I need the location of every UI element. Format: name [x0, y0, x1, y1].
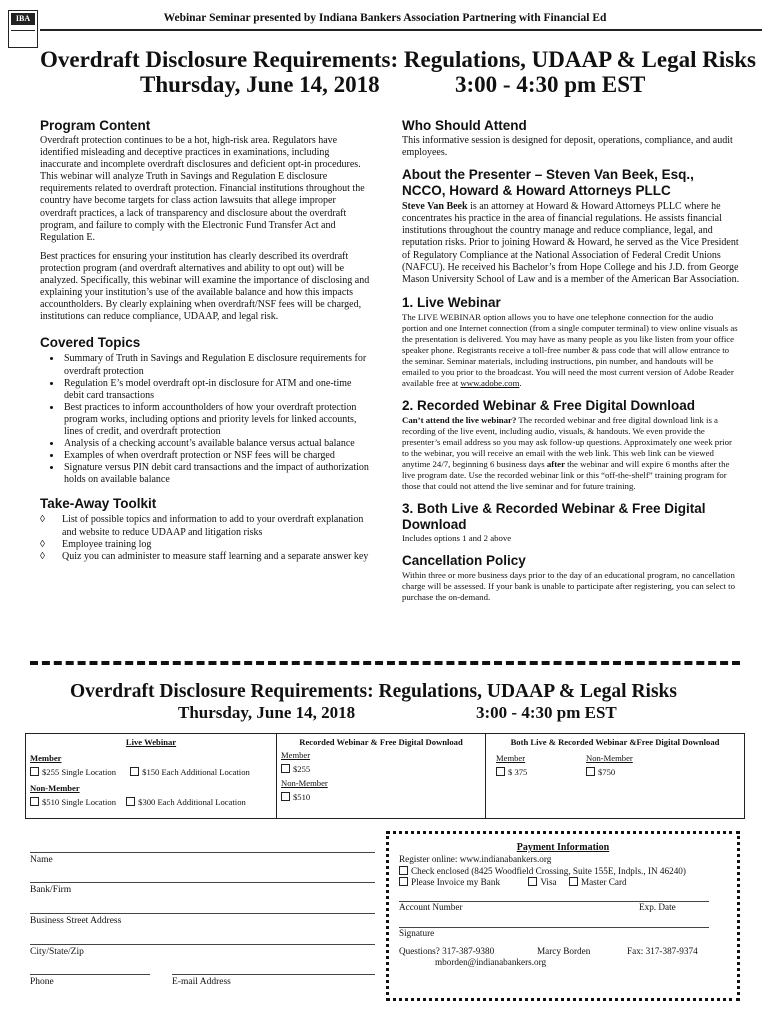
- contact-email[interactable]: mborden@indianabankers.org: [435, 957, 547, 967]
- bank-field[interactable]: [30, 882, 375, 883]
- page-title: Overdraft Disclosure Requirements: Regulations, UDAAP & Legal Risks: [40, 47, 756, 72]
- toolkit-heading: Take-Away Toolkit: [40, 496, 157, 512]
- both-member-label: Member: [496, 753, 526, 763]
- topics-list: [40, 353, 370, 486]
- signature-label: Signature: [399, 928, 435, 938]
- program-para-2: Best practices for ensuring your institution has clearly described its overdraft protection program (and overdraft alternatives and ability to opt out) will be analyzed. Specifically, this webinar will examine the importance of disclosing and explaining your institution’s use of the available balance and how this impacts accountholders. By clearly explaining when overdraft/NSF fees will be charged, institutions can reduce compliance, UDAAP, and legal risk.: [40, 250, 370, 323]
- mastercard-checkbox[interactable]: [569, 877, 578, 886]
- program-heading: Program Content: [40, 118, 151, 133]
- diamond-icon: ◊: [40, 514, 45, 526]
- both-text: Includes options 1 and 2 above: [402, 532, 512, 543]
- name-label: Name: [30, 855, 53, 865]
- topic-item: • Analysis of a checking account’s available balance versus actual balance: [62, 438, 370, 450]
- cut-line: [30, 661, 740, 665]
- street-label: Business Street Address: [30, 916, 122, 926]
- live-nonmember-additional-checkbox[interactable]: [126, 797, 135, 806]
- attend-text: This informative session is designed for deposit, operations, compliance, and audit employees.: [402, 135, 733, 159]
- fax-number: Fax: 317-387-9374: [627, 945, 698, 956]
- payment-title: Payment Information: [516, 842, 610, 853]
- col-head-recorded: Recorded Webinar & Free Digital Download: [299, 737, 463, 747]
- bank-label: Bank/Firm: [30, 885, 72, 895]
- both-heading: 3. Both Live & Recorded Webinar & Free Digital Download: [402, 500, 706, 532]
- live-member-additional-checkbox[interactable]: [130, 767, 139, 776]
- attend-heading: Who Should Attend: [402, 118, 527, 133]
- account-number-label: Account Number: [399, 901, 463, 912]
- live-webinar-cell: Live Webinar Member $255 Single Location $150 Each Additional Location Non-Member $510 Single Location $300 Each Additional Location: [26, 734, 277, 819]
- live-heading: 1. Live Webinar: [402, 294, 501, 310]
- live-text: The LIVE WEBINAR option allows you to have one telephone connection for the audio portion and one Internet connection (from a single computer terminal) to view online visuals as the presentation is delivered. You may have as many people as you like listen from your office speaker phone. Registrants receive a toll-free number & pass code that will allow entrance to the seminar. Seminar materials, including instructions, pin number, and handouts will be emailed to you prior to the broadcast. You will need the most current version of Adobe Reader available free at www.adobe.com.: [402, 311, 738, 388]
- col-head-both: Both Live & Recorded Webinar &Free Digital Download: [510, 737, 720, 747]
- form-date: Thursday, June 14, 2018: [178, 703, 356, 722]
- contact-name: Marcy Borden: [537, 945, 591, 956]
- toolkit-item: ◊ List of possible topics and information to add to your overdraft explanation and website to reduce UDAAP and litigation risks: [40, 514, 364, 538]
- seminar-line: Webinar Seminar presented by Indiana Bankers Association Partnering with Financial Ed: [163, 12, 607, 24]
- toolkit-list: [40, 514, 370, 562]
- both-nonmember-checkbox[interactable]: [586, 767, 595, 776]
- event-time: 3:00 - 4:30 pm EST: [455, 72, 646, 97]
- email-label: E-mail Address: [172, 977, 231, 987]
- diamond-icon: ◊: [40, 550, 45, 562]
- cancel-heading: Cancellation Policy: [402, 552, 526, 568]
- payment-box: Payment Information Register online: www.indianabankers.org Check enclosed (8425 Woodfield Crossing, Suite 155E, Indpls., IN 46240) Please Invoice my Bank Visa Master Card Account Number Exp. Date Signature Questions? 317-387-9380 Marcy Borden Fax: 317-387-9374 mborden@indianabankers.org: [386, 831, 740, 1001]
- presenter-heading: About the Presenter – Steven Van Beek, Esq., NCCO, Howard & Howard Attorneys PLLC: [402, 167, 694, 199]
- topic-item: • Signature versus PIN debit card transactions and the impact of authorization holds on available balance: [62, 462, 370, 486]
- live-nonmember-single-checkbox[interactable]: [30, 797, 39, 806]
- both-nonmember-label: Non-Member: [586, 753, 633, 763]
- program-para-1: Overdraft protection continues to be a hot, high-risk area. Regulators have identified misleading and deceptive practices in examinations, including inaccurate and incomplete overdraft disclosures and deficient opt-in procedures. This webinar will analyze Truth in Savings and Regulation E disclosure requirements related to overdraft protection. Financial institutions throughout the country have become targets for class action lawsuits that allege improper overdraft practices, a lack of transparency and disclosure about the overdraft program, and failure to comply with the Electronic Fund Transfer Act and Regulation E.: [40, 135, 365, 243]
- live-nonmember-label: Non-Member: [30, 783, 80, 793]
- topic-item: • Best practices to inform accountholders of how your overdraft protection program works, including options and priority levels for linked accounts, lines of credit, and overdraft protection: [62, 402, 370, 438]
- topics-heading: Covered Topics: [40, 335, 141, 351]
- visa-checkbox[interactable]: [528, 877, 537, 886]
- recorded-webinar-cell: Recorded Webinar & Free Digital Download Member $255 Non-Member $510: [277, 734, 486, 819]
- left-column: [40, 118, 370, 563]
- check-enclosed-checkbox[interactable]: [399, 866, 408, 875]
- city-field[interactable]: [30, 944, 375, 945]
- adobe-link[interactable]: www.adobe.com: [460, 377, 520, 388]
- form-title: Overdraft Disclosure Requirements: Regulations, UDAAP & Legal Risks: [70, 681, 677, 702]
- presenter-name: Steve Van Beek: [402, 201, 468, 213]
- right-column: [402, 118, 740, 603]
- rec-nonmember-checkbox[interactable]: [281, 792, 290, 801]
- exp-date-label: Exp. Date: [639, 901, 676, 912]
- rec-member-label: Member: [281, 750, 311, 760]
- recorded-heading: 2. Recorded Webinar & Free Digital Download: [402, 397, 696, 413]
- presenter-bio: Steve Van Beek is an attorney at Howard & Howard Attorneys PLLC where he concentrates his practice in the area of financial regulations. He assists financial institutions throughout the country manage and reduce compliance, legal, and reputation risks. Prior to joining Howard & Howard, he served as the Vice President of Regulatory Compliance at the National Association of Federal Credit Unions (NAFCU). He received his Bachelor’s from Hope College and his J.D. from George Mason University School of Law and is a member of the American Bar Association.: [402, 201, 740, 285]
- name-field[interactable]: [30, 852, 375, 853]
- questions-phone: Questions? 317-387-9380: [399, 945, 495, 956]
- header-rule: [40, 29, 762, 31]
- city-label: City/State/Zip: [30, 947, 84, 957]
- cancel-text: Within three or more business days prior to the day of an educational program, no cancellation charge will be assessed. If your bank is unable to participate after registering, you can select to purchase the on-demand.: [402, 569, 736, 602]
- rec-member-checkbox[interactable]: [281, 764, 290, 773]
- both-webinar-cell: Both Live & Recorded Webinar &Free Digital Download Member $ 375 Non-Member $750: [486, 734, 745, 819]
- toolkit-item: ◊ Employee training log: [40, 538, 152, 550]
- both-member-checkbox[interactable]: [496, 767, 505, 776]
- live-member-single-checkbox[interactable]: [30, 767, 39, 776]
- rec-nonmember-label: Non-Member: [281, 778, 328, 788]
- diamond-icon: ◊: [40, 538, 45, 550]
- register-online: Register online: www.indianabankers.org: [399, 854, 552, 864]
- event-date: Thursday, June 14, 2018: [140, 72, 380, 97]
- recorded-text: Can’t attend the live webinar? The recorded webinar and free digital download link is a recording of the live event, including audio, visuals, & handouts. We even provide the presenter’s email address so you may ask follow-up questions. Approximately one week prior to the webinar, you will receive an email with the web link. This web link can be viewed anytime 24/7, beginning 6 business days after the webinar and will expire 6 months after the live program date. Use the recorded webinar link or this “off-the-shelf” training program for those that could not attend the live seminar and for future training.: [402, 414, 732, 491]
- topic-item: • Summary of Truth in Savings and Regulation E disclosure requirements for overdraft protection: [62, 353, 370, 377]
- phone-field[interactable]: [30, 974, 150, 975]
- live-member-label: Member: [30, 753, 62, 763]
- logo-text: IBA: [11, 13, 35, 25]
- logo-emblem: [11, 30, 35, 45]
- topic-item: • Examples of when overdraft protection or NSF fees will be charged: [62, 450, 370, 462]
- email-field[interactable]: [172, 974, 375, 975]
- street-field[interactable]: [30, 913, 375, 914]
- form-time: 3:00 - 4:30 pm EST: [476, 703, 617, 722]
- invoice-checkbox[interactable]: [399, 877, 408, 886]
- toolkit-item: ◊ Quiz you can administer to measure staff learning and a separate answer key: [40, 550, 369, 562]
- pricing-table: [25, 733, 745, 819]
- phone-label: Phone: [30, 977, 54, 987]
- topic-item: • Regulation E’s model overdraft opt-in disclosure for ATM and one-time debit card transactions: [62, 378, 370, 402]
- col-head-live: Live Webinar: [125, 737, 177, 747]
